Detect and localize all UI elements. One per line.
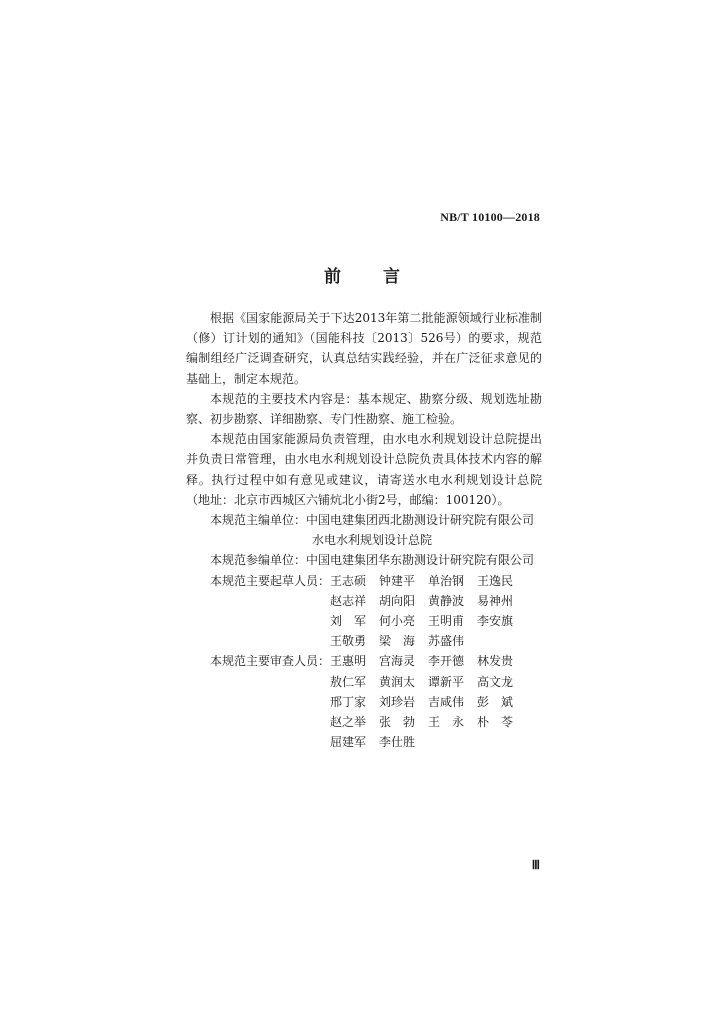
person-name: 黄静波 [428, 593, 465, 608]
participating-unit-label: 本规范参编单位： [210, 553, 307, 568]
person-name: 刘 军 [330, 614, 367, 629]
page-number: Ⅲ [531, 858, 540, 872]
person-name: 张 勃 [379, 715, 416, 730]
preface-body [186, 308, 542, 752]
person-name: 敖仁军 [330, 674, 367, 689]
person-name: 谭新平 [428, 674, 465, 689]
drafters-row [210, 571, 542, 652]
paragraph: 根据《国家能源局关于下达2013年第二批能源领域行业标准制（修）订计划的通知》（国能科技〔2013〕526号）的要求，规范编制组经广泛调查研究，认真总结实践经验，并在广泛征求意见的基础上，制定本规范。 [186, 311, 542, 386]
drafters-names [330, 571, 526, 652]
reviewers-label: 本规范主要审查人员： [210, 654, 331, 669]
person-name: 赵志祥 [330, 593, 367, 608]
person-name: 黄润太 [379, 674, 416, 689]
person-name: 宫海灵 [379, 654, 416, 669]
person-name: 邢丁家 [330, 694, 367, 709]
chief-unit-label: 本规范主编单位： [210, 513, 307, 528]
document-code: NB/T 10100—2018 [440, 210, 540, 224]
person-name: 王敬勇 [330, 634, 367, 649]
person-name: 钟建平 [379, 573, 416, 588]
person-name: 王逸民 [477, 573, 514, 588]
person-name: 林发贵 [477, 654, 514, 669]
person-name: 胡向阳 [379, 593, 416, 608]
person-name: 李仕胜 [379, 735, 416, 750]
person-name: 高文龙 [477, 674, 514, 689]
person-name: 王志硕 [330, 573, 367, 588]
person-name: 李开德 [428, 654, 465, 669]
reviewers-names [330, 651, 526, 752]
person-name: 单治钢 [428, 573, 465, 588]
chief-unit-line: 水电水利规划设计总院 [312, 533, 433, 548]
participating-unit-row [210, 550, 542, 570]
participating-unit-value: 中国电建集团华东勘测设计研究院有限公司 [306, 553, 535, 568]
page-title [0, 262, 724, 287]
person-name: 赵之举 [330, 715, 367, 730]
title-char: 言 [383, 267, 400, 287]
drafters-label: 本规范主要起草人员： [210, 573, 331, 588]
person-name: 李安旗 [477, 614, 514, 629]
person-name: 屈建军 [330, 735, 367, 750]
person-name: 何小亮 [379, 614, 416, 629]
person-name: 刘珍岩 [379, 694, 416, 709]
person-name: 王 永 [428, 715, 465, 730]
paragraph: 本规范的主要技术内容是：基本规定、勘察分级、规划选址勘察、初步勘察、详细勘察、专门性勘察、施工检验。 [186, 391, 542, 427]
reviewers-row [210, 651, 542, 752]
person-name: 易神州 [477, 593, 514, 608]
paragraph: 本规范由国家能源局负责管理，由水电水利规划设计总院提出并负责日常管理，由水电水利规划设计总院负责具体技术内容的解释。执行过程中如有意见或建议，请寄送水电水利规划设计总院（地址：北京市西城区六铺炕北小街2号，邮编：100120）。 [186, 432, 542, 507]
chief-unit-line: 中国电建集团西北勘测设计研究院有限公司 [306, 513, 535, 528]
chief-unit-row [210, 510, 542, 530]
person-name: 王明甫 [428, 614, 465, 629]
person-name: 朴 苓 [477, 715, 514, 730]
person-name: 王惠明 [330, 654, 367, 669]
person-name: 苏盛伟 [428, 634, 465, 649]
title-char: 前 [324, 267, 341, 287]
person-name: 梁 海 [379, 634, 416, 649]
person-name: 彭 斌 [477, 694, 514, 709]
person-name: 吉咸伟 [428, 694, 465, 709]
